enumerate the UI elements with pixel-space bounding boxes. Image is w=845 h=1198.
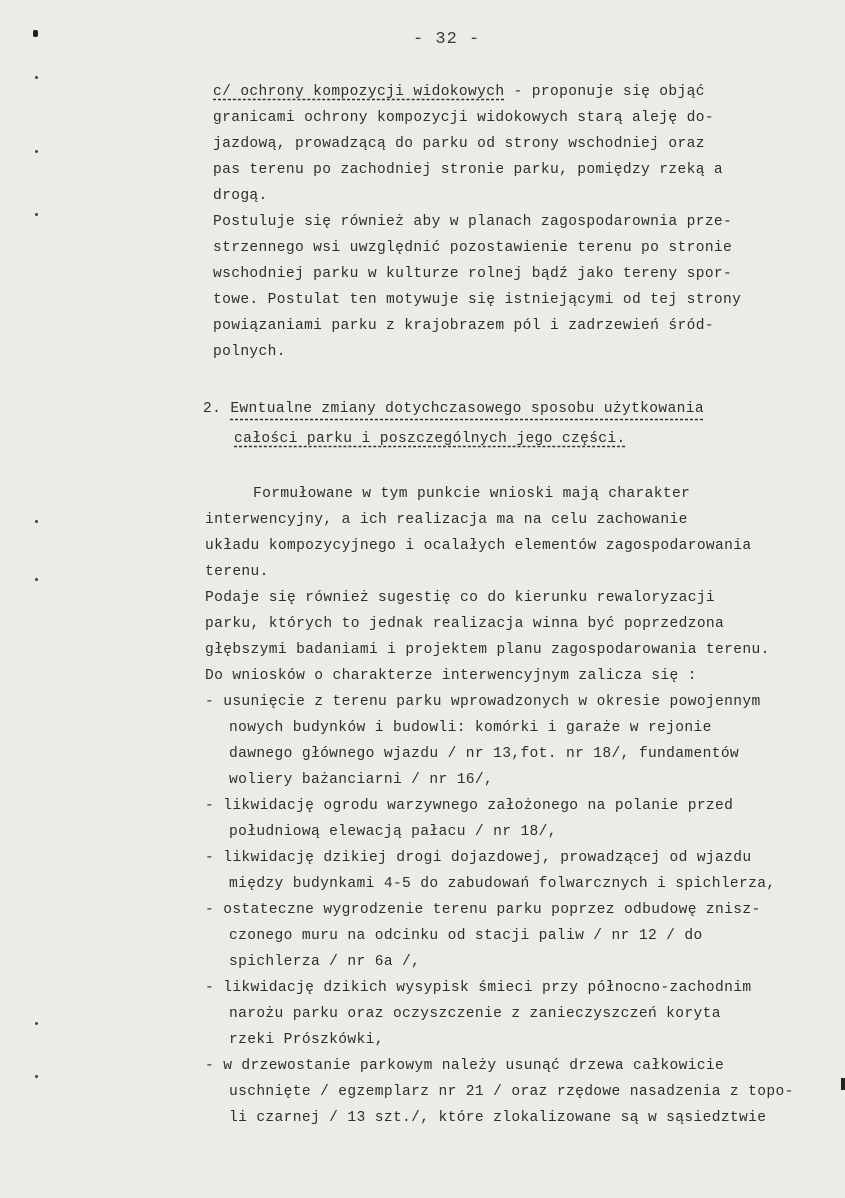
bullet-item — [205, 975, 825, 1053]
bullet-item — [205, 1053, 825, 1131]
bullet-item — [205, 845, 825, 897]
text-line: jazdową, prowadzącą do parku od strony wschodniej oraz — [213, 136, 705, 152]
bullet-line: między budynkami 4-5 do zabudowań folwarcznych i spichlerza, — [229, 876, 776, 892]
bullet-line: południową elewacją pałacu / nr 18/, — [229, 824, 557, 840]
bullet-item — [205, 689, 825, 793]
margin-mark — [35, 520, 38, 523]
text-line: Do wniosków o charakterze interwencyjnym zalicza się : — [205, 668, 697, 684]
paragraph-first-line: Formułowane w tym punkcie wnioski mają charakter — [253, 486, 691, 502]
text-line: Podaje się również sugestię co do kierunku rewaloryzacji — [205, 590, 716, 606]
section-c-first-line — [213, 79, 833, 105]
bullet-line: li czarnej / 13 szt./, które zlokalizowane są w sąsiedztwie — [229, 1110, 767, 1126]
margin-mark — [35, 150, 38, 153]
bullet-line: - likwidację dzikiej drogi dojazdowej, prowadzącej od wjazdu — [205, 850, 752, 866]
margin-mark — [35, 1075, 38, 1078]
bullet-line: czonego muru na odcinku od stacji paliw / nr 12 / do — [229, 928, 703, 944]
text-line: interwencyjny, a ich realizacja ma na celu zachowanie — [205, 512, 688, 528]
bullet-line: uschnięte / egzemplarz nr 21 / oraz rzędowe nasadzenia z topo- — [229, 1084, 794, 1100]
heading-text-1: Ewntualne zmiany dotychczasowego sposobu użytkowania — [230, 401, 704, 417]
section-c-first-line-rest: - proponuje się objąć — [504, 84, 705, 100]
text-line: drogą. — [213, 188, 268, 204]
margin-mark — [841, 1078, 845, 1090]
bullet-line: nowych budynków i budowli: komórki i garaże w rejonie — [229, 720, 712, 736]
bullet-line: dawnego głównego wjazdu / nr 13,fot. nr 18/, fundamentów — [229, 746, 740, 762]
bullet-line: - likwidację dzikich wysypisk śmieci przy północno-zachodnim — [205, 980, 752, 996]
text-line: pas terenu po zachodniej stronie parku, pomiędzy rzeką a — [213, 162, 724, 178]
text-line: Postuluje się również aby w planach zagospodarownia prze- — [213, 214, 733, 230]
bullet-item — [205, 897, 825, 975]
section-2-body — [205, 481, 825, 1131]
bullet-item — [205, 793, 825, 845]
text-line: granicami ochrony kompozycji widokowych starą aleję do- — [213, 110, 714, 126]
section-c — [213, 79, 833, 365]
text-line: powiązaniami parku z krajobrazem pól i zadrzewień śród- — [213, 318, 714, 334]
text-line: głębszymi badaniami i projektem planu zagospodarowania terenu. — [205, 642, 770, 658]
margin-mark — [35, 578, 38, 581]
bullet-line: spichlerza / nr 6a /, — [229, 954, 421, 970]
text-line: strzennego wsi uwzględnić pozostawienie terenu po stronie — [213, 240, 733, 256]
text-line: układu kompozycyjnego i ocalałych elementów zagospodarowania — [205, 538, 752, 554]
margin-mark — [33, 30, 38, 37]
bullet-line: - ostateczne wygrodzenie terenu parku poprzez odbudowę znisz- — [205, 902, 761, 918]
text-line: terenu. — [205, 564, 269, 580]
margin-mark — [35, 76, 38, 79]
bullet-line: - likwidację ogrodu warzywnego założonego na polanie przed — [205, 798, 734, 814]
bullet-line: rzeki Prószkówki, — [229, 1032, 384, 1048]
bullet-line: - w drzewostanie parkowym należy usunąć drzewa całkowicie — [205, 1058, 725, 1074]
heading-line-1 — [203, 394, 704, 424]
text-line: towe. Postulat ten motywuje się istniejącymi od tej strony — [213, 292, 742, 308]
page-number: - 32 - — [413, 30, 481, 49]
section-c-label: c/ ochrony kompozycji widokowych — [213, 84, 505, 100]
section-2-heading — [203, 394, 704, 454]
text-line: parku, których to jednak realizacja winna być poprzedzona — [205, 616, 725, 632]
bullet-line: narożu parku oraz oczyszczenie z zanieczyszczeń koryta — [229, 1006, 721, 1022]
margin-mark — [35, 1022, 38, 1025]
margin-mark — [35, 213, 38, 216]
heading-line-2 — [203, 424, 704, 454]
heading-number: 2. — [203, 401, 222, 417]
bullet-line: woliery bażanciarni / nr 16/, — [229, 772, 494, 788]
bullet-line: - usunięcie z terenu parku wprowadzonych w okresie powojennym — [205, 694, 761, 710]
text-line: wschodniej parku w kulturze rolnej bądź jako tereny spor- — [213, 266, 733, 282]
text-line: polnych. — [213, 344, 286, 360]
heading-text-2: całości parku i poszczególnych jego części. — [234, 431, 626, 447]
